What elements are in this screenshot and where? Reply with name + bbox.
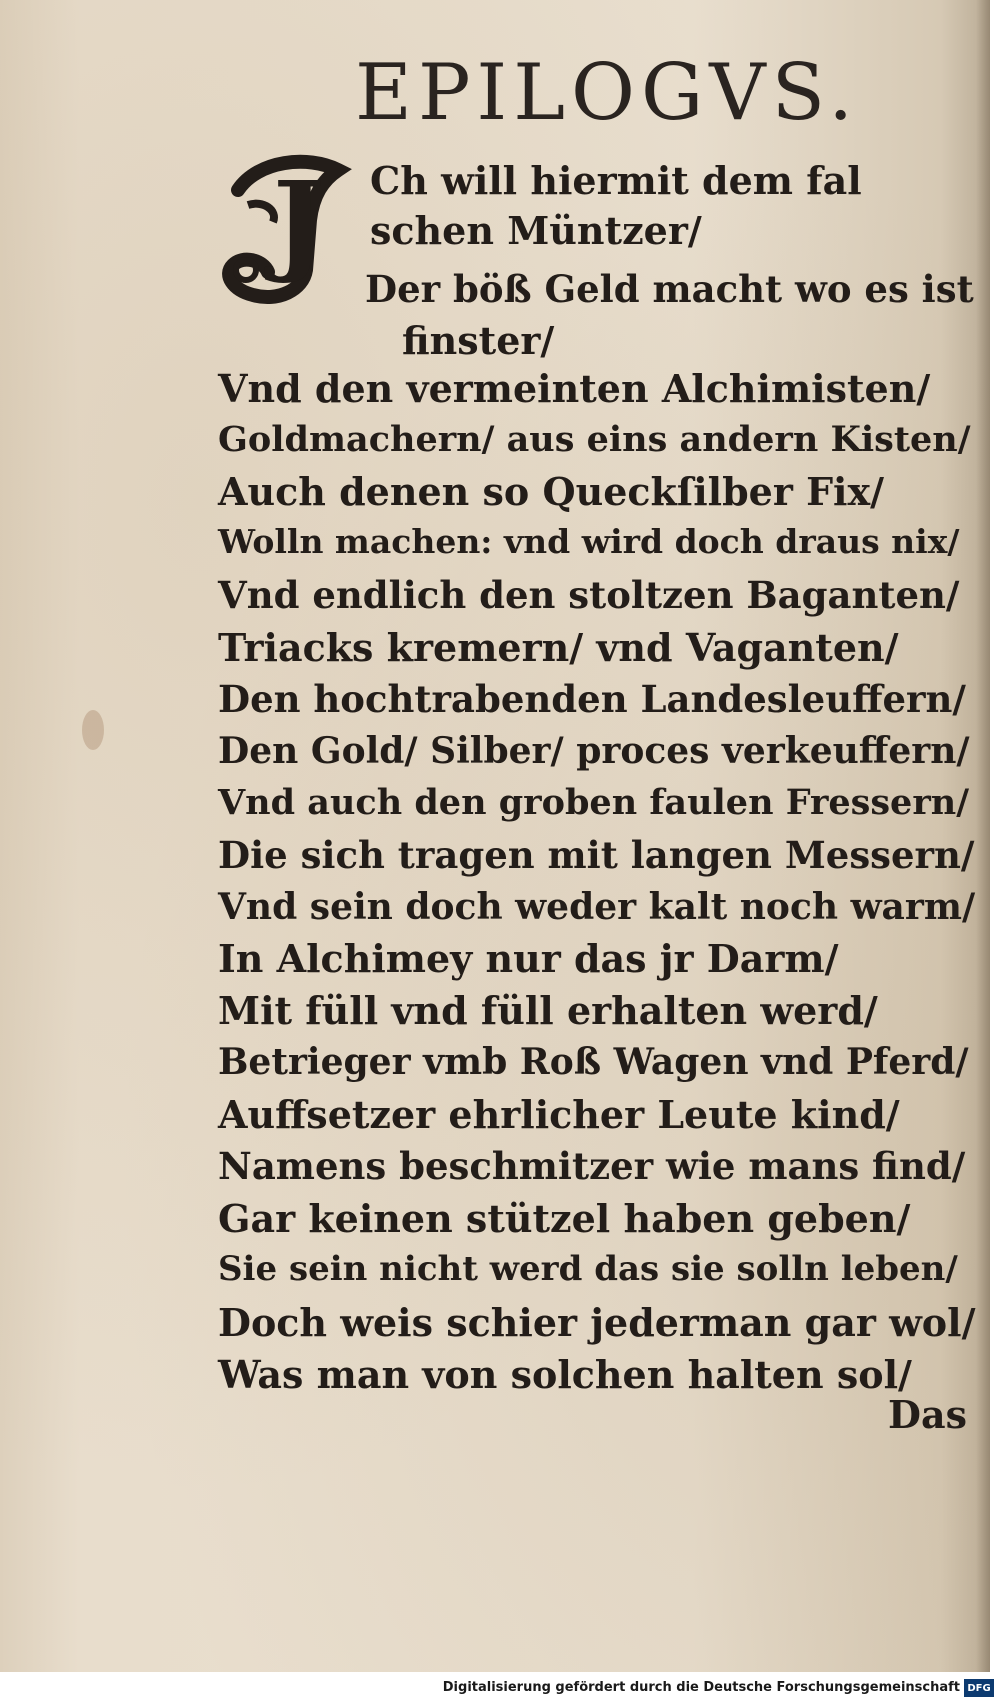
verse-line: Mit füll vnd füll erhalten werd/ (218, 988, 878, 1033)
verse-line: Vnd den vermeinten Alchimisten/ (218, 366, 931, 411)
dfg-logo: DFG (964, 1679, 994, 1697)
verse-line: finster/ (402, 318, 555, 363)
verse-line: Doch weis schier jederman gar wol/ (218, 1300, 976, 1345)
verse-line: Goldmachern/ aus eins andern Kisten/ (218, 419, 971, 460)
verse-line: Vnd endlich den stoltzen Baganten/ (218, 573, 960, 617)
page-gutter-shadow (976, 0, 990, 1672)
verse-line: Namens beschmitzer wie mans find/ (218, 1144, 966, 1188)
verse-line: Den Gold/ Silber/ proces verkeuffern/ (218, 730, 970, 772)
verse-line: In Alchimey nur das jr Darm/ (218, 936, 839, 981)
verse-line: Gar keinen stützel haben geben/ (218, 1196, 911, 1241)
verse-line: Auch denen so Queckſilber Fix/ (218, 469, 885, 514)
verse-line: Auffsetzer ehrlicher Leute kind/ (218, 1092, 900, 1137)
verse-line: Betrieger vmb Roß Wagen vnd Pferd/ (218, 1041, 969, 1083)
page-title: EPILOGVS. (355, 48, 860, 138)
funding-credit: Digitalisierung gefördert durch die Deutsche Forschungsgemeinschaft (442, 1680, 960, 1695)
verse-line: Vnd auch den groben faulen Fressern/ (218, 782, 969, 823)
verse-line: Ch will hiermit dem fal (370, 158, 862, 203)
verse-line: Vnd sein doch weder kalt noch warm/ (218, 886, 976, 928)
verse-line: Den hochtrabenden Landesleuffern/ (218, 677, 966, 721)
verse-line: Was man von solchen halten sol/ (218, 1352, 912, 1397)
verse-line: Sie sein nicht werd das sie solln leben/ (218, 1249, 958, 1289)
verse-line: Wolln machen: vnd wird doch draus nix/ (218, 522, 960, 561)
digitization-footer (0, 1672, 1000, 1705)
verse-line: Triacks kremern/ vnd Vaganten/ (218, 625, 899, 670)
verse-line: Die sich tragen mit langen Messern/ (218, 833, 975, 877)
drop-cap-initial (218, 150, 368, 310)
catchword: Das (888, 1392, 967, 1437)
verse-line: Der böß Geld macht wo es ist (365, 267, 974, 311)
drop-cap-letter: J (273, 157, 326, 286)
paper-stain (82, 710, 104, 750)
verse-line: schen Müntzer/ (370, 208, 702, 253)
